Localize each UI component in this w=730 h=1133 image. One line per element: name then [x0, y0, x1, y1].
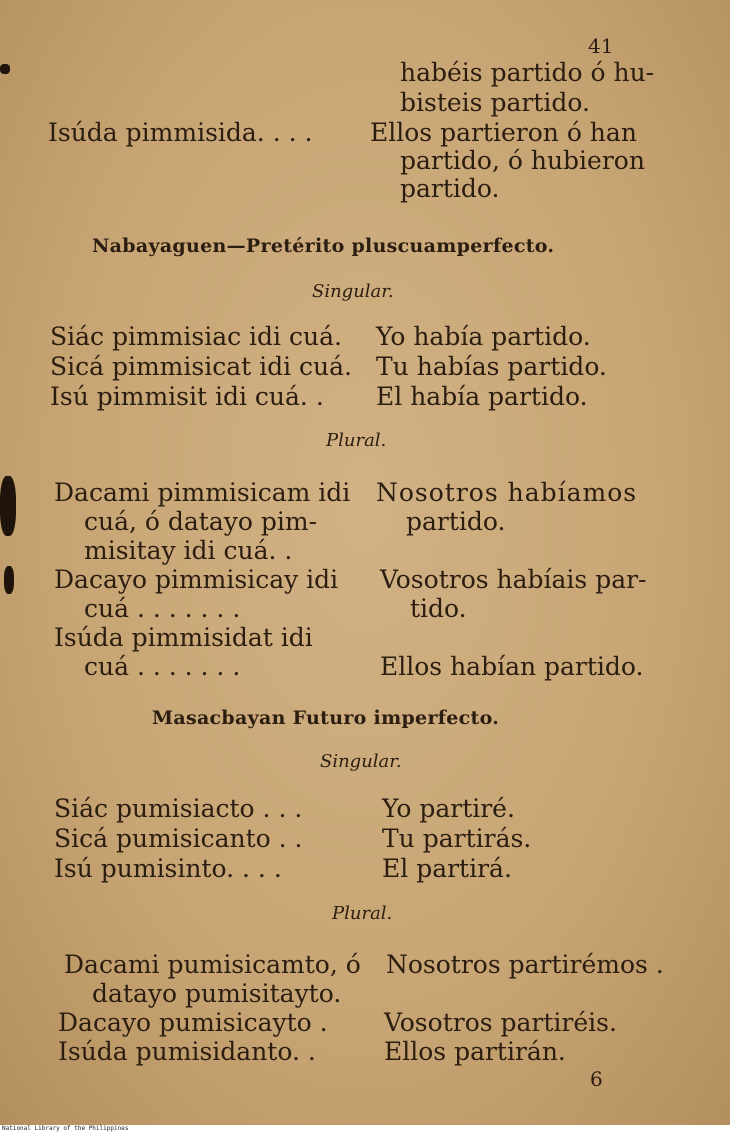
conj-right: Vosotros habíais par- — [380, 565, 647, 594]
conj-left: Isúda pimmisidat idi — [54, 623, 313, 652]
ink-blot — [0, 476, 16, 536]
conj-right: Ellos habían partido. — [380, 652, 644, 681]
conj-left: cuá, ó datayo pim- — [84, 507, 318, 536]
conj-right: Nosotros partirémos . — [386, 950, 664, 979]
conj-left: cuá . . . . . . . — [84, 594, 241, 623]
singular-label: Singular. — [320, 751, 402, 772]
conj-right: Yo partiré. — [382, 794, 515, 823]
isuda-right-3: partido. — [400, 174, 500, 203]
continuation-line-1: habéis partido ó hu- — [400, 58, 655, 87]
section-title-pluperfect: Nabayaguen—Pretérito pluscuamperfecto. — [92, 235, 555, 257]
plural-label: Plural. — [326, 430, 387, 451]
conj-right: El había partido. — [376, 382, 588, 411]
conj-left: cuá . . . . . . . — [84, 652, 241, 681]
isuda-left: Isúda pimmisida. . . . — [48, 118, 313, 147]
conj-left: Siác pimmisiac idi cuá. — [50, 322, 342, 351]
signature-mark: 6 — [590, 1067, 603, 1091]
conj-right: Yo había partido. — [376, 322, 591, 351]
conj-left: Dacami pumisicamto, ó — [64, 950, 361, 979]
singular-label: Singular. — [312, 281, 394, 302]
conj-left: Sicá pimmisicat idi cuá. — [50, 352, 353, 381]
conj-right: Tu habías partido. — [376, 352, 607, 381]
page-number: 41 — [588, 34, 614, 58]
conj-right: tido. — [410, 594, 467, 623]
conj-left: Isú pimmisit idi cuá. . — [50, 382, 324, 411]
conj-right: Vosotros partiréis. — [384, 1008, 617, 1037]
conj-left: Isúda pumisidanto. . — [58, 1037, 316, 1066]
conj-left: datayo pumisitayto. — [92, 979, 342, 1008]
conj-right: Ellos partirán. — [384, 1037, 566, 1066]
isuda-right-2: partido, ó hubieron — [400, 146, 645, 175]
conj-left: Dacami pimmisicam idi — [54, 478, 351, 507]
conj-right: El partirá. — [382, 854, 512, 883]
conj-left: Siác pumisiacto . . . — [54, 794, 303, 823]
conj-left: Dacayo pimmisicay idi — [54, 565, 339, 594]
ink-blot — [4, 566, 14, 594]
section-title-future: Masacbayan Futuro imperfecto. — [152, 707, 500, 729]
conj-left: misitay idi cuá. . — [84, 536, 293, 565]
conj-left: Dacayo pumisicayto . — [58, 1008, 328, 1037]
conj-left: Sicá pumisicanto . . — [54, 824, 303, 853]
footer-credit: National Library of the Philippines — [2, 1125, 129, 1132]
isuda-right-1: Ellos partieron ó han — [370, 118, 637, 147]
conj-left: Isú pumisinto. . . . — [54, 854, 282, 883]
conj-right: Tu partirás. — [382, 824, 532, 853]
conj-right: partido. — [406, 507, 506, 536]
plural-label: Plural. — [332, 903, 393, 924]
conj-right: Nosotros habíamos — [376, 478, 638, 507]
ink-blot — [0, 64, 10, 74]
continuation-line-2: bisteis partido. — [400, 88, 590, 117]
